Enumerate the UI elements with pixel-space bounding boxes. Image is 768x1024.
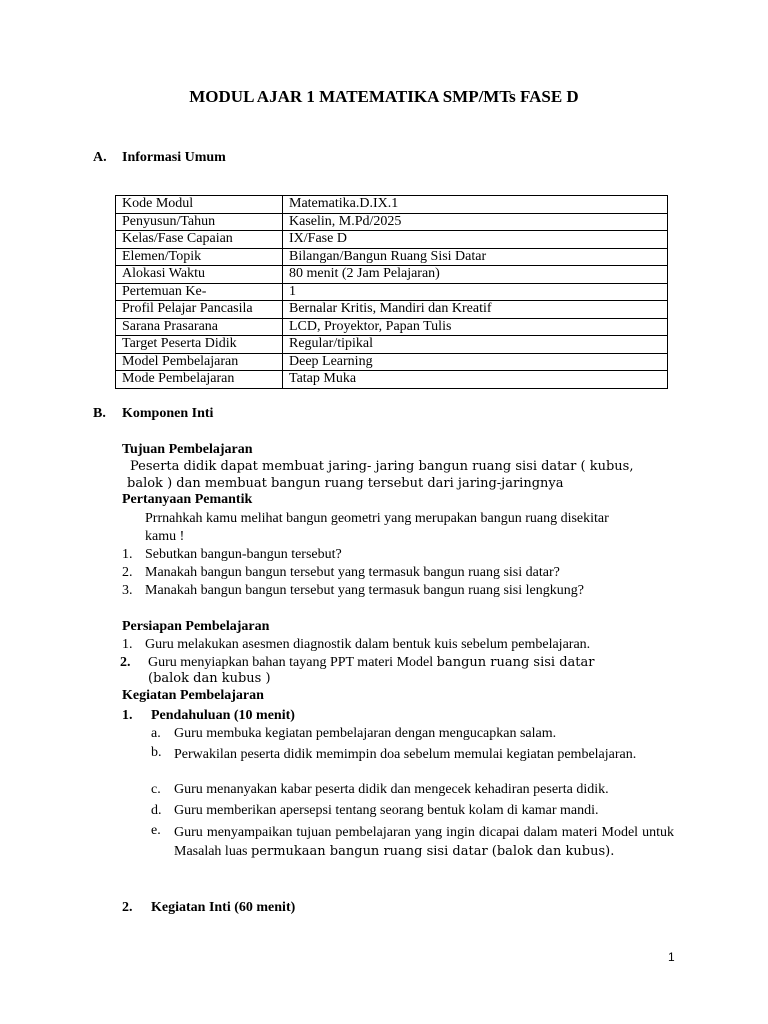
persiapan-item-num: 1.: [122, 637, 133, 652]
info-value: IX/Fase D: [283, 231, 668, 249]
document-title: MODUL AJAR 1 MATEMATIKA SMP/MTs FASE D: [189, 87, 579, 106]
kegiatan-item-letter: d.: [151, 803, 162, 818]
pemantik-item-num: 2.: [122, 565, 133, 580]
section-b-heading: Komponen Inti: [122, 406, 214, 421]
info-row: [116, 248, 668, 266]
persiapan-item-1: Guru melakukan asesmen diagnostik dalam bentuk kuis sebelum pembelajaran.: [145, 637, 591, 652]
page-number: 1: [668, 950, 675, 964]
info-key: Kelas/Fase Capaian: [116, 231, 283, 249]
info-key: Sarana Prasarana: [116, 318, 283, 336]
tujuan-heading: Tujuan Pembelajaran: [122, 442, 253, 457]
tujuan-line-1: Peserta didik dapat membuat jaring- jaring bangun ruang sisi datar ( kubus,: [130, 459, 634, 474]
kegiatan-item: Perwakilan peserta didik memimpin doa sebelum memulai kegiatan pembelajaran.: [174, 747, 637, 762]
info-value: Regular/tipikal: [283, 336, 668, 354]
info-key: Kode Modul: [116, 196, 283, 214]
info-table: [115, 195, 668, 389]
info-key: Alokasi Waktu: [116, 266, 283, 284]
pemantik-item: Manakah bangun bangun tersebut yang termasuk bangun ruang sisi lengkung?: [145, 583, 584, 598]
kegiatan-item: Guru membuka kegiatan pembelajaran dengan mengucapkan salam.: [174, 726, 557, 741]
kegiatan-item-letter: c.: [151, 782, 161, 797]
section-a-letter: A.: [93, 150, 107, 165]
kegiatan-item-letter: b.: [151, 745, 162, 760]
info-value: Deep Learning: [283, 353, 668, 371]
kegiatan-heading: Kegiatan Pembelajaran: [122, 688, 264, 703]
info-row: [116, 353, 668, 371]
tujuan-line-2: balok ) dan membuat bangun ruang tersebut dari jaring-jaringnya: [127, 476, 564, 491]
kegiatan-item-letter: a.: [151, 726, 161, 741]
kegiatan-item-e: [174, 823, 674, 861]
persiapan-item-num: 2.: [120, 655, 131, 670]
kegiatan-item: Guru memberikan apersepsi tentang seorang bentuk kolam di kamar mandi.: [174, 803, 599, 818]
pemantik-item-num: 1.: [122, 547, 133, 562]
info-key: Pertemuan Ke-: [116, 283, 283, 301]
info-row: [116, 213, 668, 231]
kegiatan-item-e-part-b: permukaan bangun ruang sisi datar (balok dan kubus).: [250, 844, 615, 859]
info-row: [116, 301, 668, 319]
persiapan-item-2-part-a: Guru menyiapkan bahan tayang PPT materi Model: [148, 655, 437, 670]
info-row: [116, 371, 668, 389]
info-key: Penyusun/Tahun: [116, 213, 283, 231]
info-key: Mode Pembelajaran: [116, 371, 283, 389]
pemantik-heading: Pertanyaan Pemantik: [122, 492, 253, 507]
section-b-letter: B.: [93, 406, 106, 421]
pendahuluan-heading: Pendahuluan (10 menit): [151, 708, 295, 723]
inti-num: 2.: [122, 900, 133, 915]
persiapan-item-2: [148, 655, 595, 671]
kegiatan-item: Guru menanyakan kabar peserta didik dan mengecek kehadiran peserta didik.: [174, 782, 609, 797]
pemantik-item: Manakah bangun bangun tersebut yang termasuk bangun ruang sisi datar?: [145, 565, 560, 580]
info-key: Target Peserta Didik: [116, 336, 283, 354]
inti-heading: Kegiatan Inti (60 menit): [151, 900, 296, 915]
persiapan-item-2-part-b: bangun ruang sisi datar: [436, 655, 595, 670]
info-value: Tatap Muka: [283, 371, 668, 389]
kegiatan-item-e-part-a: Guru menyampaikan tujuan pembelajaran yang ingin dicapai dalam materi Model untuk Masalah luas: [174, 825, 674, 859]
info-value: Bernalar Kritis, Mandiri dan Kreatif: [283, 301, 668, 319]
pendahuluan-num: 1.: [122, 708, 133, 723]
section-a-heading: Informasi Umum: [122, 150, 226, 165]
info-row: [116, 336, 668, 354]
pemantik-intro-2: kamu !: [145, 529, 185, 544]
pemantik-item: Sebutkan bangun-bangun tersebut?: [145, 547, 342, 562]
info-value: Bilangan/Bangun Ruang Sisi Datar: [283, 248, 668, 266]
info-key: Elemen/Topik: [116, 248, 283, 266]
info-value: Matematika.D.IX.1: [283, 196, 668, 214]
info-row: [116, 196, 668, 214]
info-key: Model Pembelajaran: [116, 353, 283, 371]
pemantik-intro-1: Prrnahkah kamu melihat bangun geometri yang merupakan bangun ruang disekitar: [145, 511, 609, 526]
info-row: [116, 318, 668, 336]
info-row: [116, 231, 668, 249]
info-value: Kaselin, M.Pd/2025: [283, 213, 668, 231]
info-value: LCD, Proyektor, Papan Tulis: [283, 318, 668, 336]
info-value: 80 menit (2 Jam Pelajaran): [283, 266, 668, 284]
info-row: [116, 283, 668, 301]
info-value: 1: [283, 283, 668, 301]
kegiatan-item-letter: e.: [151, 823, 161, 838]
persiapan-heading: Persiapan Pembelajaran: [122, 619, 270, 634]
persiapan-item-2-cont: (balok dan kubus ): [148, 671, 271, 686]
info-key: Profil Pelajar Pancasila: [116, 301, 283, 319]
pemantik-item-num: 3.: [122, 583, 133, 598]
info-row: [116, 266, 668, 284]
